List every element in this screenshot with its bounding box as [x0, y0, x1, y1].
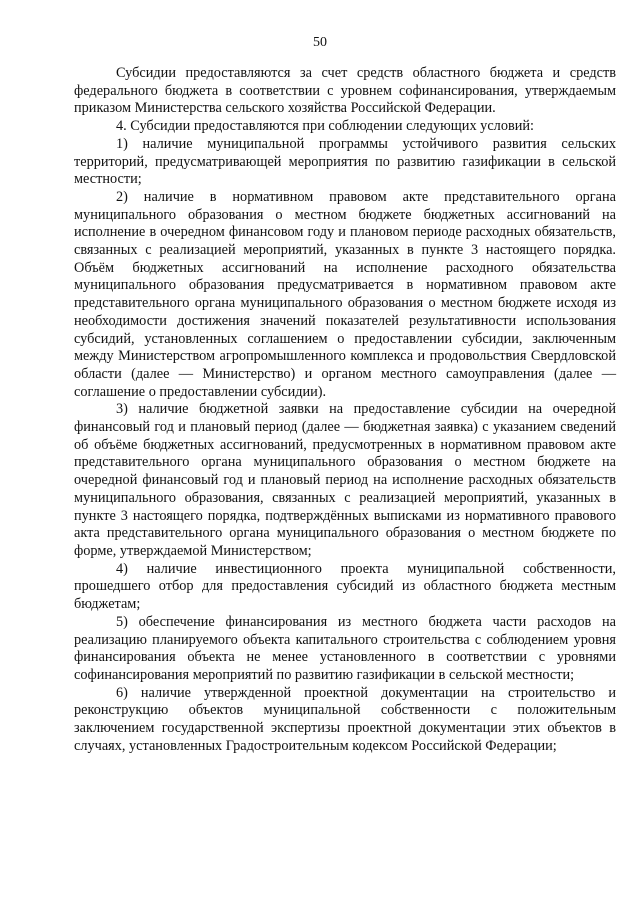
paragraph-conditions-heading: 4. Субсидии предоставляются при соблюдении следующих условий: — [116, 118, 534, 135]
page-number: 50 — [313, 35, 327, 50]
paragraph-condition-6: 6) наличие утвержденной проектной документации на строительство и реконструкцию объектов муниципальной собственности с положительным заключением государственной экспертизы проектной документации этих объектов в случаях, установленных Градостроительным кодексом Российской Федерации; — [74, 684, 616, 754]
paragraph-condition-5: 5) обеспечение финансирования из местного бюджета части расходов на реализацию планируемого объекта капитального строительства с соблюдением уровня финансирования объекта не менее установленного в соответствии с уровнями софинансирования мероприятий по развитию газификации в сельской местности; — [74, 613, 616, 683]
paragraph-condition-3: 3) наличие бюджетной заявки на предоставление субсидии на очередной финансовый год и плановый период (далее — бюджетная заявка) с указанием сведений об объёме бюджетных ассигнований, предусмотренных в нормативном правовом акте представительного органа муниципального образования о местном бюджете на очередной финансовый год и плановый период на исполнение расходных обязательств муниципального образования, связанных с реализацией мероприятий, указанных в пункте 3 настоящего порядка, подтверждённых выписками из нормативного правового акта представительного органа муниципального образования о местном бюджете по форме, утверждаемой Министерством; — [74, 401, 616, 559]
paragraph-condition-4: 4) наличие инвестиционного проекта муниципальной собственности, прошедшего отбор для предоставления субсидий из областного бюджета местным бюджетам; — [74, 560, 616, 613]
paragraph-condition-2: 2) наличие в нормативном правовом акте представительного органа муниципального образования о местном бюджете бюджетных ассигнований на исполнение в очередном финансовом году и плановом периоде расходных обязательств, связанных с реализацией мероприятий, указанных в пункте 3 настоящего порядка. Объём бюджетных ассигнований на исполнение расходного обязательства муниципального образования предусматривается в нормативном правовом акте представительного органа муниципального образования о местном бюджете исходя из необходимости достижения значений показателей результативности использования субсидий, установленных соглашением о предоставлении субсидии, заключенным между Министерством агропромышленного комплекса и продовольствия Свердловской области (далее — Министерство) и органом местного самоуправления (далее — соглашение о предоставлении субсидии). — [74, 188, 616, 400]
document-body — [74, 65, 616, 755]
paragraph-condition-1: 1) наличие муниципальной программы устойчивого развития сельских территорий, предусматривающей мероприятия по развитию газификации в сельской местности; — [74, 135, 616, 188]
paragraph-subsidy-sources: Субсидии предоставляются за счет средств областного бюджета и средств федерального бюджета в соответствии с уровнем софинансирования, утверждаемым приказом Министерства сельского хозяйства Российской Федерации. — [74, 65, 616, 117]
